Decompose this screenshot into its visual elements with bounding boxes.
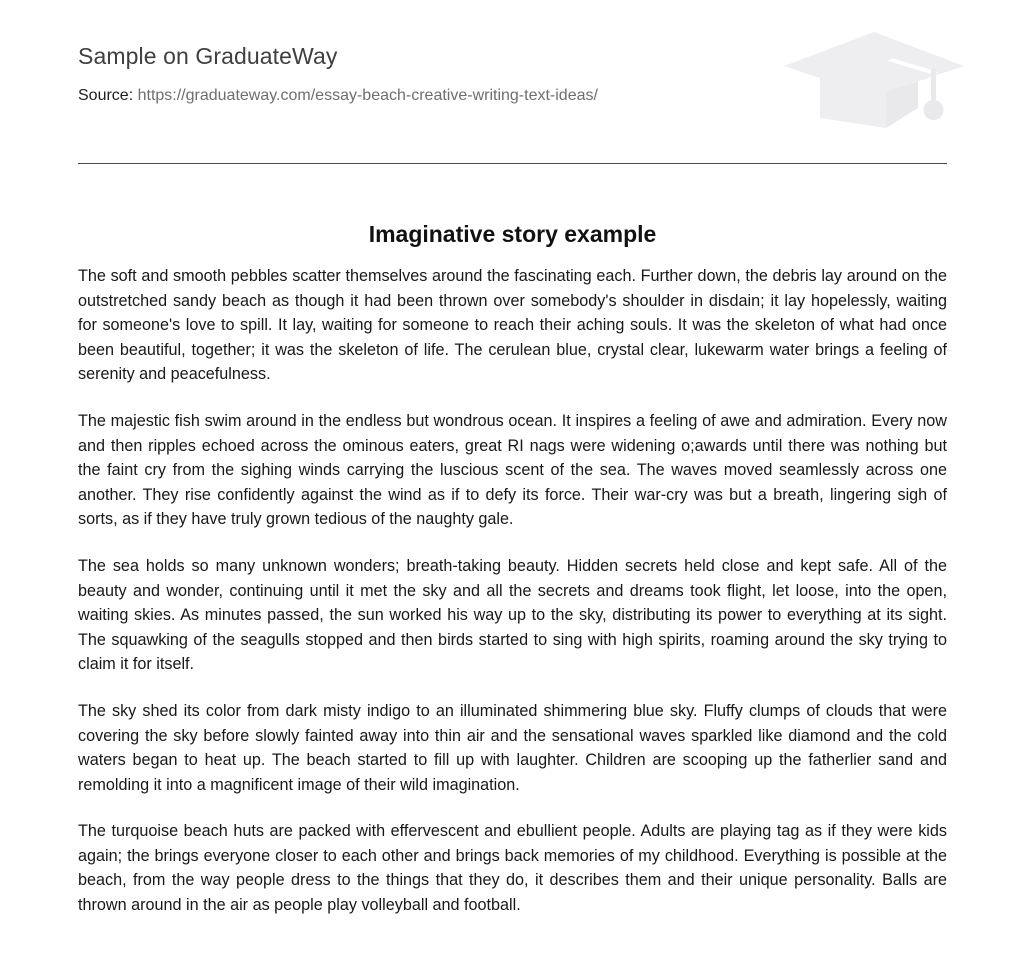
paragraph: The sea holds so many unknown wonders; breath-taking beauty. Hidden secrets held close and kept safe. All of the beauty and wonder, continuing until it met the sky and all the secrets and dreams took flight, let loose, into the open, waiting skies. As minutes passed, the sun worked his way up to the sky, distributing its power to everything at its sight. The squawking of the seagulls stopped and then birds started to sing with high spirits, roaming around the sky trying to claim it for itself. (78, 556, 947, 674)
graduation-cap-icon (778, 22, 970, 134)
source-label: Source: (78, 87, 134, 104)
page-title: Imaginative story example (368, 221, 657, 248)
paragraph: The majestic fish swim around in the endless but wondrous ocean. It inspires a feeling of awe and admiration. Every now and then ripples echoed across the ominous eaters, great RI nags were widening o;awards until there was nothing but the faint cry from the sighing winds carrying the luscious scent of the sea. The waves moved seamlessly across one another. They rise confidently against the wind as if to defy its force. Their war-cry was but a breath, lingering sigh of sorts, as if they have truly grown tedious of the naughty gale. (78, 411, 947, 529)
site-title: Sample on GraduateWay (78, 43, 338, 69)
paragraph: The soft and smooth pebbles scatter themselves around the fascinating each. Further down, the debris lay around on the outstretched sandy beach as though it had been thrown over somebody's shoulder in disdain; it lay hopelessly, waiting for someone's love to spill. It lay, waiting for someone to reach their aching souls. It was the skeleton of what had once been beautiful, together; it was the skeleton of life. The cerulean blue, crystal clear, lukewarm water brings a feeling of serenity and peacefulness. (78, 267, 947, 384)
source-url[interactable]: https://graduateway.com/essay-beach-creative-writing-text-ideas/ (137, 87, 598, 104)
paragraph: The turquoise beach huts are packed with effervescent and ebullient people. Adults are playing tag as if they were kids again; the brings everyone closer to each other and brings back memories of my childhood. Everything is possible at the beach, from the way people dress to the things that they do, it describes them and their unique personality. Balls are thrown around in the air as people play volleyball and football. (78, 822, 947, 915)
paragraph: The sky shed its color from dark misty indigo to an illuminated shimmering blue sky. Fluffy clumps of clouds that were covering the sky before slowly fainted away into thin air and the sensational waves sparkled like diamond and the cold waters began to heat up. The beach started to fill up with laughter. Children are scooping up the fatherlier sand and remolding it into a magnificent image of their wild imagination. (78, 701, 947, 794)
header-divider (78, 163, 947, 164)
page-header (0, 0, 1024, 155)
article-body (78, 264, 947, 918)
source-line (78, 88, 598, 104)
